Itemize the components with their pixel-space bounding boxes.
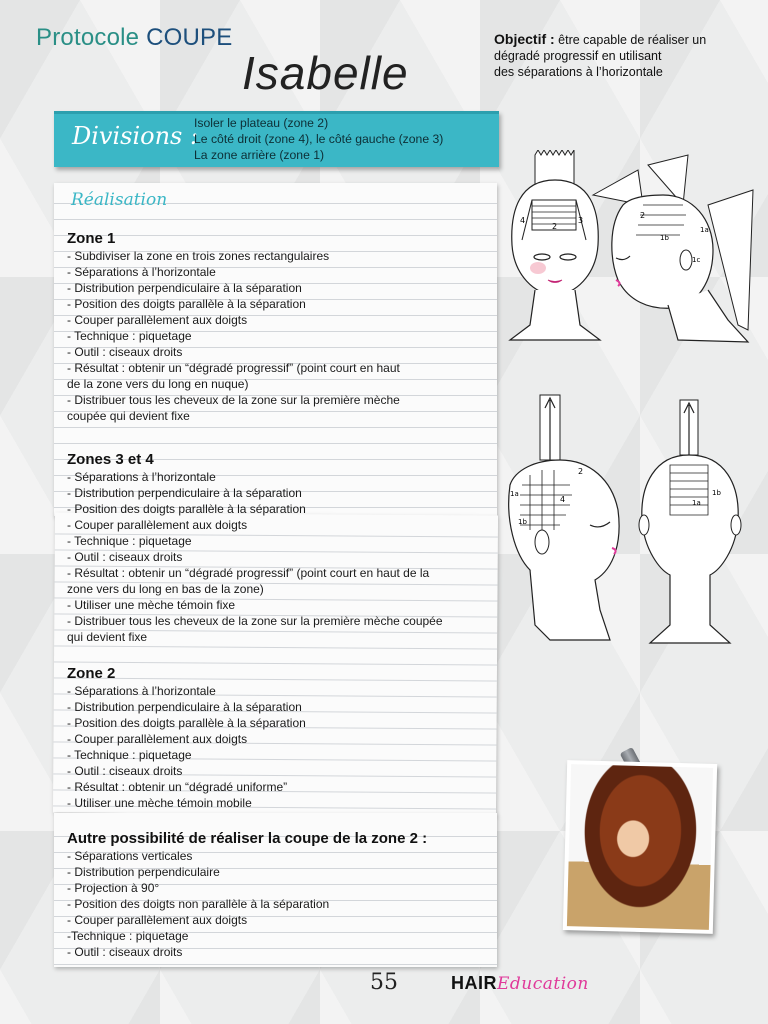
side2-neck: [530, 570, 610, 640]
zone1-line: - Couper parallèlement aux doigts: [67, 313, 248, 327]
zone34-line: - Position des doigts parallèle à la séparation: [67, 502, 306, 516]
division-line: La zone arrière (zone 1): [194, 148, 325, 162]
zone34-line: qui devient fixe: [67, 630, 148, 644]
back-head-diagram: [630, 395, 750, 645]
zone1-line: - Position des doigts parallèle à la séparation: [67, 297, 306, 311]
brand-hair: HAIR: [451, 973, 497, 993]
client-name: Isabelle: [242, 47, 409, 99]
zone1-section: [67, 230, 487, 424]
zone2-line: - Distribution perpendiculaire à la séparation: [67, 700, 302, 714]
page-title: [36, 24, 232, 52]
back-label-1a: 1a: [692, 499, 701, 507]
alternative-title: Autre possibilité de réaliser la coupe de la zone 2 :: [67, 830, 428, 847]
side2-label-1b: 1b: [518, 518, 527, 526]
divisions-label: Divisions :: [72, 122, 199, 150]
side-label-1b: 1b: [660, 234, 669, 242]
zone1-line: - Distribuer tous les cheveux de la zone sur la première mèche: [67, 393, 400, 407]
zone1-line: de la zone vers du long en nuque): [67, 377, 249, 391]
zone2-line: - Résultat : obtenir un “dégradé uniforme”: [67, 780, 288, 794]
title-prefix: Protocole: [36, 24, 140, 51]
front-label-2: 2: [552, 222, 558, 231]
zone34-line: - Séparations à l’horizontale: [67, 470, 216, 484]
back-label-1b: 1b: [712, 489, 721, 497]
zone34-line: - Résultat : obtenir un “dégradé progressif” (point court en haut de la: [67, 566, 430, 580]
zone34-line: - Technique : piquetage: [67, 534, 192, 548]
zone34-line: - Distribution perpendiculaire à la séparation: [67, 486, 302, 500]
side-label-1c: 1c: [692, 256, 701, 264]
zone1-line: - Résultat : obtenir un “dégradé progressif” (point court en haut: [67, 361, 400, 375]
zone2-line: - Outil : ciseaux droits: [67, 764, 183, 778]
zone34-line: - Outil : ciseaux droits: [67, 550, 183, 564]
zone34-title: Zones 3 et 4: [67, 451, 154, 468]
zone2-line: - Utiliser une mèche témoin mobile: [67, 796, 252, 810]
side-label-2: 2: [640, 211, 646, 220]
zone1-line: - Distribution perpendiculaire à la séparation: [67, 281, 302, 295]
front-label-3: 3: [578, 216, 584, 225]
zone1-line: - Séparations à l’horizontale: [67, 265, 216, 279]
cheek-blush: [530, 262, 546, 274]
alternative-line: - Séparations verticales: [67, 849, 193, 863]
zone34-line: zone vers du long en bas de la zone): [67, 582, 264, 596]
zone2-line: - Position des doigts parallèle à la séparation: [67, 716, 306, 730]
alternative-line: - Outil : ciseaux droits: [67, 945, 183, 959]
back-head-outline: [642, 455, 738, 643]
side2-label-2: 2: [578, 467, 584, 476]
objective-label: Objectif :: [494, 31, 555, 47]
objective-text-3: des séparations à l’horizontale: [494, 65, 663, 79]
side-label-1a: 1a: [700, 226, 709, 234]
brand-logo: [451, 973, 589, 994]
zone2-line: - Technique : piquetage: [67, 748, 192, 762]
zone34-line: - Utiliser une mèche témoin fixe: [67, 598, 236, 612]
side-head-outline: [612, 195, 713, 308]
objective-text-1: être capable de réaliser un: [558, 33, 707, 47]
model-photo: [567, 764, 713, 930]
divisions-list: [194, 115, 443, 163]
zone34-line: - Couper parallèlement aux doigts: [67, 518, 248, 532]
zone2-title: Zone 2: [67, 665, 116, 682]
side-head-diagram: [588, 150, 763, 345]
division-line: Le côté droit (zone 4), le côté gauche (zone 3): [194, 132, 444, 146]
alternative-section: [67, 830, 487, 960]
alternative-line: - Couper parallèlement aux doigts: [67, 913, 248, 927]
back-ear-right: [731, 515, 741, 535]
side-lips: [616, 280, 620, 286]
alternative-line: - Distribution perpendiculaire: [67, 865, 220, 879]
front-neck: [510, 290, 600, 340]
division-line: Isoler le plateau (zone 2): [194, 116, 329, 130]
zone1-line: - Technique : piquetage: [67, 329, 192, 343]
realisation-heading: Réalisation: [71, 190, 168, 210]
zone1-line: coupée qui devient fixe: [67, 409, 190, 423]
zone34-line: - Distribuer tous les cheveux de la zone sur la première mèche coupée: [67, 614, 443, 628]
zone2-line: - Couper parallèlement aux doigts: [67, 732, 248, 746]
title-cut: COUPE: [146, 24, 233, 51]
alternative-line: - Position des doigts non parallèle à la séparation: [67, 897, 330, 911]
zone1-line: - Subdiviser la zone en trois zones rectangulaires: [67, 249, 330, 263]
back-ear-left: [639, 515, 649, 535]
front-label-4: 4: [520, 216, 526, 225]
page-number: 55: [370, 970, 398, 995]
zone1-line: - Outil : ciseaux droits: [67, 345, 183, 359]
brand-education: Education: [497, 974, 589, 994]
side-head-diagram-2: [500, 390, 630, 645]
alternative-line: - Projection à 90°: [67, 881, 160, 895]
divisions-banner: [54, 111, 499, 167]
side2-ear: [535, 530, 549, 554]
zone1-title: Zone 1: [67, 230, 116, 247]
side2-label-1a: 1a: [510, 490, 519, 498]
zone2-line: - Séparations à l’horizontale: [67, 684, 216, 698]
zone34-section: [67, 451, 487, 645]
alternative-line: -Technique : piquetage: [67, 929, 189, 943]
side2-label-4: 4: [560, 495, 566, 504]
zone2-section: [67, 665, 487, 811]
objective-text-2: dégradé progressif en utilisant: [494, 49, 662, 63]
model-photo-frame: [563, 760, 717, 934]
objective: [494, 31, 754, 80]
side-ear: [680, 250, 692, 270]
